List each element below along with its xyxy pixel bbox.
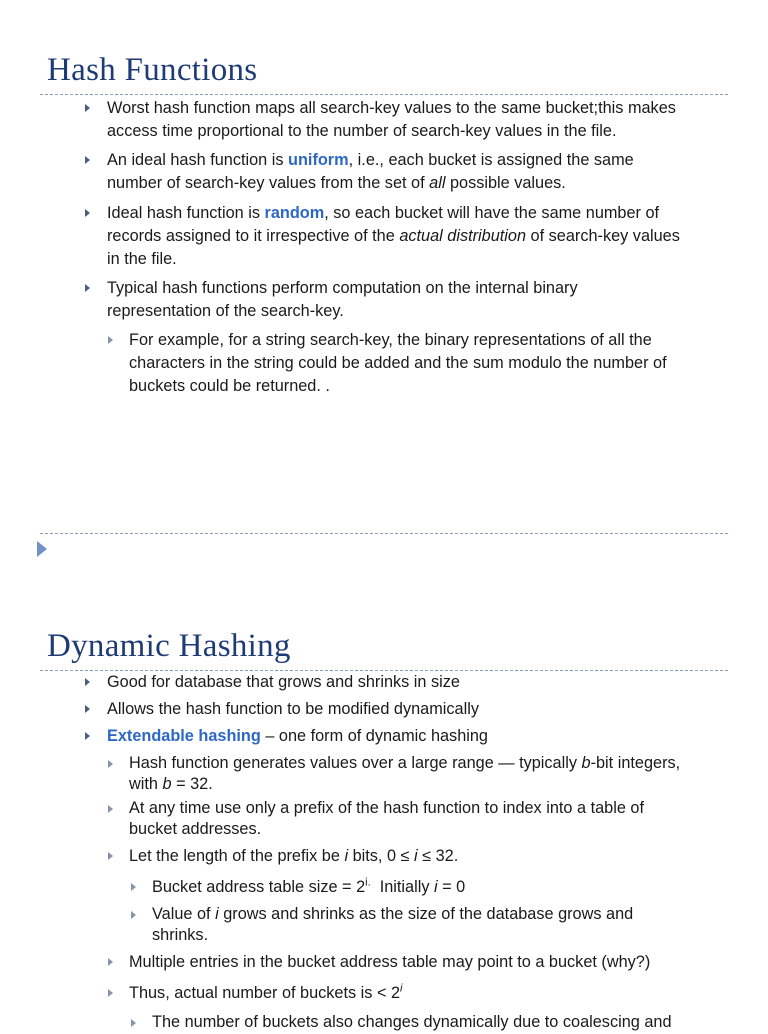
- slide-footer-divider: [40, 533, 728, 534]
- bullet-marker: [85, 732, 90, 740]
- sub-bullet-actual-buckets: Thus, actual number of buckets is < $2^i$: [129, 982, 403, 1002]
- bullet-marker: [85, 156, 90, 164]
- bullet-marker: [85, 209, 90, 217]
- sub-sub-bullet-coalescing: The number of buckets also changes dynamically due to coalescing and: [152, 1013, 672, 1031]
- sub-sub-bullet-marker: [131, 911, 136, 919]
- bullet-marker: [85, 284, 90, 292]
- sub-sub-bullet-marker: [131, 883, 136, 891]
- extendable-hashing-highlight: Extendable hashing: [107, 727, 261, 745]
- slide-title-dynamic-hashing: Dynamic Hashing: [47, 628, 291, 664]
- sub-bullet-marker: [108, 760, 113, 768]
- bullet-extendable-hashing: Extendable hashing – one form of dynamic hashing: [107, 727, 488, 745]
- sub-bullet-large-range: Hash function generates values over a large range — typically b-bit integers, with b = 32.: [129, 754, 681, 793]
- random-highlight: random: [264, 204, 325, 222]
- sub-bullet-marker: [108, 805, 113, 813]
- title-divider: [40, 94, 728, 95]
- sub-bullet-string-example: For example, for a string search-key, the binary representations of all the characters in the string could be added and the sum modulo the number of buckets could be returned. .: [129, 331, 667, 395]
- bullet-marker: [85, 104, 90, 112]
- sub-sub-bullet-table-size: Bucket address table size = $2^{i.}$ Initially i = 0: [152, 876, 466, 896]
- bullet-grows-shrinks: Good for database that grows and shrinks in size: [107, 673, 460, 691]
- sub-bullet-prefix: At any time use only a prefix of the hash function to index into a table of bucket addresses.: [129, 799, 644, 838]
- bullet-worst-hash: Worst hash function maps all search-key values to the same bucket;this makes access time proportional to the number of search-key values in the file.: [107, 99, 676, 140]
- sub-bullet-prefix-length: Let the length of the prefix be i bits, 0 ≤ i ≤ 32.: [129, 847, 459, 865]
- bullet-marker: [85, 678, 90, 686]
- sub-bullet-marker: [108, 852, 113, 860]
- bullet-ideal-uniform: An ideal hash function is uniform, i.e., each bucket is assigned the same number of search-key values from the set of all possible values.: [107, 151, 634, 192]
- play-icon: [37, 541, 47, 557]
- sub-bullet-marker: [108, 989, 113, 997]
- bullet-typical-hash: Typical hash functions perform computation on the internal binary representation of the search-key.: [107, 279, 578, 320]
- bullet-modify-dynamically: Allows the hash function to be modified dynamically: [107, 700, 479, 718]
- sub-sub-bullet-value-of-i: Value of i grows and shrinks as the size of the database grows and shrinks.: [152, 905, 634, 944]
- bullet-marker: [85, 705, 90, 713]
- uniform-highlight: uniform: [288, 151, 349, 169]
- sub-bullet-marker: [108, 336, 113, 344]
- sub-bullet-marker: [108, 958, 113, 966]
- sub-bullet-multiple-entries: Multiple entries in the bucket address table may point to a bucket (why?): [129, 953, 651, 971]
- slide-title-hash-functions: Hash Functions: [47, 52, 258, 88]
- sub-sub-bullet-marker: [131, 1019, 136, 1027]
- bullet-ideal-random: Ideal hash function is random, so each bucket will have the same number of records assigned to it irrespective of the actual distribution of search-key values in the file.: [107, 204, 680, 268]
